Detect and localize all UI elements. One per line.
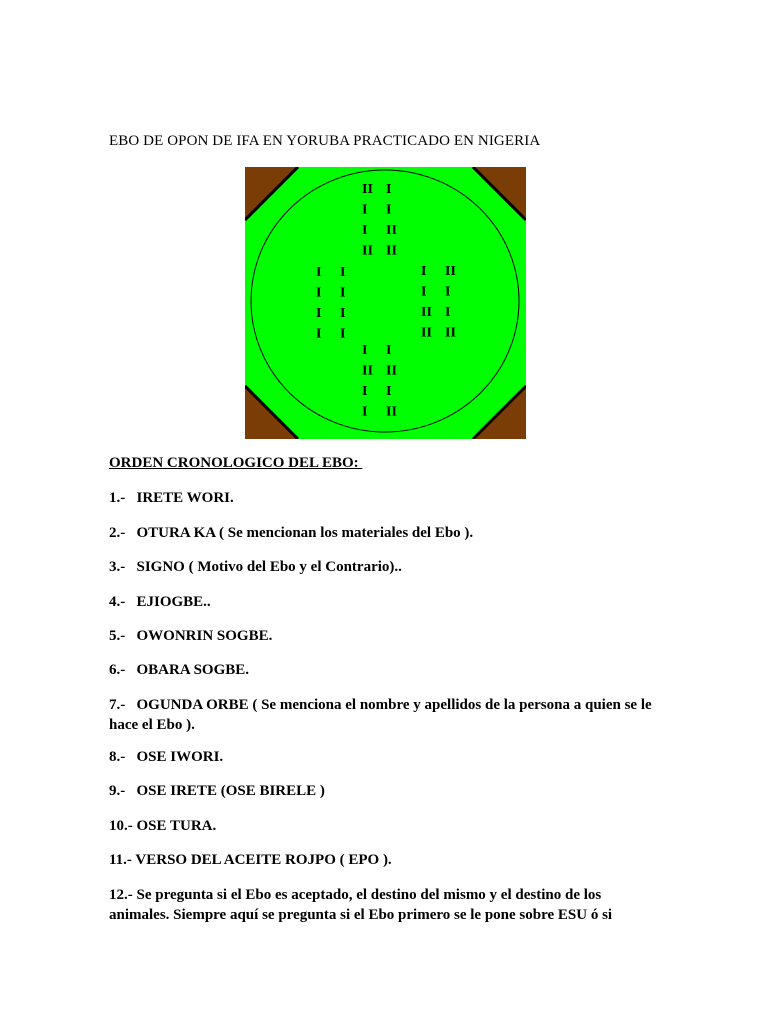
odu-mark: I: [386, 182, 392, 197]
odu-mark: I: [362, 384, 368, 399]
odu-mark: II: [362, 363, 373, 379]
odu-mark: I: [340, 326, 346, 342]
list-item: 1.- IRETE WORI.: [109, 490, 234, 506]
odu-mark: II: [445, 264, 456, 279]
list-item: 12.- Se pregunta si el Ebo es aceptado, el destino del mismo y el destino de los animales. Siempre aquí se pregunta si el Ebo primero se le pone sobre ESU ó si: [109, 887, 613, 923]
odu-mark: I: [340, 285, 346, 301]
section-heading: ORDEN CRONOLOGICO DEL EBO:: [109, 455, 363, 471]
list-item: 8.- OSE IWORI.: [109, 749, 224, 765]
odu-mark: II: [421, 325, 432, 341]
list-item: 9.- OSE IRETE (OSE BIRELE ): [109, 783, 325, 799]
list-item: 11.- VERSO DEL ACEITE ROJPO ( EPO ).: [109, 852, 392, 868]
odu-mark: I: [421, 264, 427, 279]
odu-mark: II: [386, 223, 397, 238]
odu-mark: II: [386, 363, 397, 379]
odu-mark: I: [445, 284, 451, 300]
odu-mark: I: [386, 202, 392, 218]
odu-mark: II: [362, 243, 373, 259]
odu-mark: I: [362, 404, 368, 420]
odu-mark: I: [316, 306, 322, 321]
odu-mark: II: [386, 243, 397, 259]
odu-mark: II: [445, 325, 456, 341]
odu-mark: I: [316, 285, 322, 301]
list-item: 10.- OSE TURA.: [109, 818, 217, 834]
list-item: 4.- EJIOGBE..: [109, 594, 211, 610]
odu-mark: II: [421, 305, 432, 320]
odu-mark: I: [316, 326, 322, 342]
odu-mark: I: [386, 384, 392, 399]
document-title: EBO DE OPON DE IFA EN YORUBA PRACTICADO EN NIGERIA: [109, 133, 541, 149]
odu-mark: I: [421, 284, 427, 300]
odu-mark: II: [386, 404, 397, 420]
odu-mark: I: [445, 305, 451, 320]
list-item: 2.- OTURA KA ( Se mencionan los materiales del Ebo ).: [109, 525, 474, 541]
opon-ifa-diagram: [245, 167, 526, 439]
odu-mark: I: [340, 265, 346, 280]
odu-mark: I: [386, 343, 392, 358]
odu-mark: I: [362, 202, 368, 218]
odu-mark: II: [362, 182, 373, 197]
list-item: 5.- OWONRIN SOGBE.: [109, 628, 273, 644]
odu-mark: I: [316, 265, 322, 280]
list-item: 6.- OBARA SOGBE.: [109, 662, 250, 678]
odu-mark: I: [362, 223, 368, 238]
odu-mark: I: [362, 343, 368, 358]
list-item: 3.- SIGNO ( Motivo del Ebo y el Contrario)..: [109, 559, 402, 575]
list-item: 7.- OGUNDA ORBE ( Se menciona el nombre y apellidos de la persona a quien se le hace el Ebo ).: [109, 697, 656, 733]
odu-mark: I: [340, 306, 346, 321]
